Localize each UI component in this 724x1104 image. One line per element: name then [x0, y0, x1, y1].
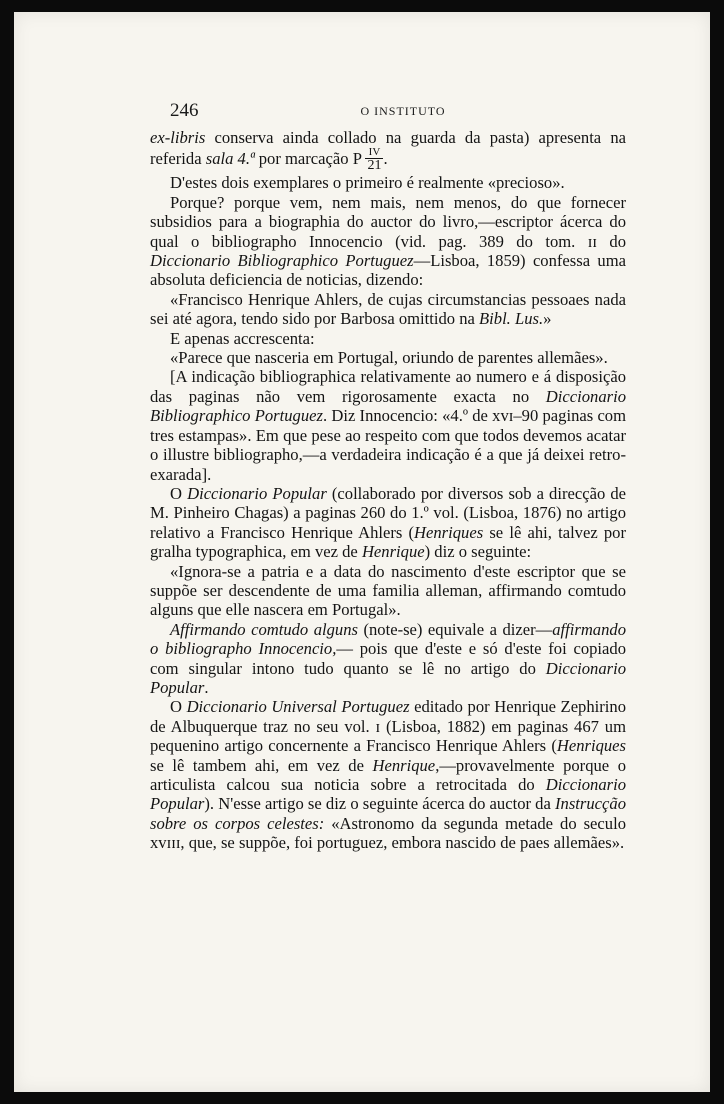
paragraph: D'estes dois exemplares o primeiro é realmente «precioso». [170, 173, 565, 193]
paragraph: «Ignora-se a patria e a data do nascimento d'este escriptor que se suppõe ser descendente de uma familia alleman, affirmando comtudo alguns que elle nascera em Portugal». [150, 561, 626, 620]
paragraph: «Parece que nasceria em Portugal, oriundo de parentes allemães». [170, 348, 608, 368]
body-text [150, 128, 626, 853]
paragraph: «Francisco Henrique Ahlers, de cujas circumstancias pessoaes nada sei até agora, tendo sido por Barbosa omittido na Bibl. Lus.» [150, 289, 626, 329]
paragraph: E apenas accrescenta: [170, 328, 315, 348]
paragraph: O Diccionario Popular (collaborado por diversos sob a direcção de M. Pinheiro Chagas) a paginas 260 do 1.º vol. (Lisboa, 1876) no artigo relativo a Francisco Henrique Ahlers (Henriques se lê ahi, talvez por gralha typographica, em vez de Henrique) diz o seguinte: [150, 483, 627, 562]
running-title: O INSTITUTO [360, 104, 446, 118]
paragraph: [A indicação bibliographica relativamente ao numero e á disposição das paginas não vem rigorosamente exacta no Diccionario Bibliographico Portuguez. Diz Innocencio: «4.º de xvɪ–90 paginas com tres estampas». Em que pese ao respeito com que todos devemos acatar o illustre bibliographo,—a verdadeira indicação é a que já deixei retro-exarada]. [150, 367, 627, 484]
paragraph: Affirmando comtudo alguns (note-se) equivale a dizer—affirmando o bibliographo Innocencio,— pois que d'este e só d'este foi copiado com singular intono tudo quanto se lê no artigo do Diccionario Popular. [150, 619, 627, 697]
paragraph: Porque? porque vem, nem mais, nem menos, do que fornecer subsidios para a biographia do auctor do livro,—escriptor ácerca do qual o bibliographo Innocencio (vid. pag. 389 do tom. ɪɪ do Diccionario Bibliographico Portuguez—Lisboa, 1859) confessa uma absoluta deficiencia de noticias, dizendo: [150, 192, 627, 290]
shelf-mark-fraction: $\frac{IV}{21}$ [367, 146, 382, 174]
paragraph: ex-libris conserva ainda collado na guarda da pasta) apresenta na referida sala 4.ª por marcação P $\frac{IV}{21}$ . [150, 128, 626, 174]
running-header [170, 100, 636, 122]
paragraph: O Diccionario Universal Portuguez editado por Henrique Zephirino de Albuquerque traz no seu vol. ɪ (Lisboa, 1882) em paginas 467 um pequenino artigo concernente a Francisco Henrique Ahlers (Henriques se lê tambem ahi, em vez de Henrique,—provavelmente porque o articulista calcou sua noticia sobre a retrocitada do Diccionario Popular). N'esse artigo se diz o seguinte ácerca do auctor da Instrucção sobre os corpos celestes: «Astronomo da segunda metade do seculo xvɪɪɪ, que, se suppõe, foi portuguez, embora nascido de paes allemães». [150, 697, 627, 853]
page-number: 246 [170, 100, 199, 121]
